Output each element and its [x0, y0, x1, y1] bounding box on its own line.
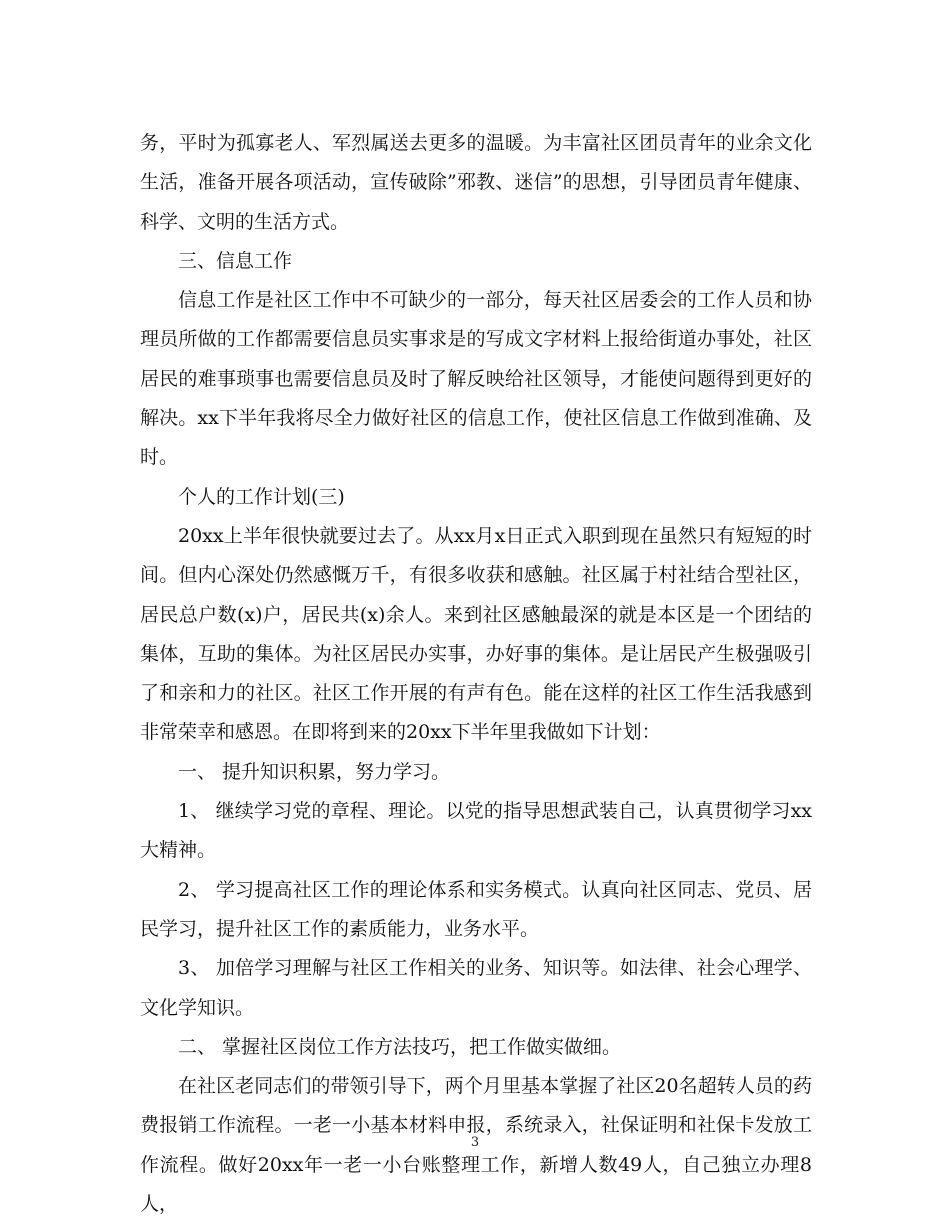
- paragraph-11: 在社区老同志们的带领引导下，两个月里基本掌握了社区20名超转人员的药费报销工作流程。一老一小基本材料申报，系统录入，社保证明和社保卡发放工作流程。做好20xx年一老一小台账整理工作，新增人数49人，自己独立办理8人，: [140, 1075, 812, 1216]
- list-heading-1: 一、 提升知识积累，努力学习。: [178, 760, 451, 783]
- list-item-3: 3、 加倍学习理解与社区工作相关的业务、知识等。如法律、社会心理学、文化学知识。: [140, 957, 812, 1019]
- document-body: [140, 124, 812, 1224]
- section-heading-information-work: 三、信息工作: [178, 249, 293, 272]
- paragraph-5: 20xx上半年很快就要过去了。从xx月x日正式入职到现在虽然只有短短的时间。但内心深处仍然感慨万千，有很多收获和感触。社区属于村社结合型社区，居民总户数(x)户，居民共(x)余人。来到社区感触最深的就是本区是一个团结的集体，互助的集体。为社区居民办实事，办好事的集体。是让居民产生极强吸引了和亲和力的社区。社区工作开展的有声有色。能在这样的社区工作生活我感到非常荣幸和感恩。在即将到来的20xx下半年里我做如下计划：: [140, 524, 812, 744]
- list-item-1: 1、 继续学习党的章程、理论。以党的指导思想武装自己，认真贯彻学习xx大精神。: [140, 800, 812, 862]
- section-heading-work-plan-3: 个人的工作计划(三): [178, 485, 345, 508]
- paragraph-3: 信息工作是社区工作中不可缺少的一部分，每天社区居委会的工作人员和协理员所做的工作都需要信息员实事求是的写成文字材料上报给街道办事处，社区居民的难事琐事也需要信息员及时了解反映给社区领导，才能使问题得到更好的解决。xx下半年我将尽全力做好社区的信息工作，使社区信息工作做到准确、及时。: [140, 289, 812, 469]
- page-number: 3: [470, 1135, 480, 1150]
- list-heading-2: 二、 掌握社区岗位工作方法技巧，把工作做实做细。: [178, 1035, 622, 1058]
- paragraph-1: 务，平时为孤寡老人、军烈属送去更多的温暖。为丰富社区团员青年的业余文化生活，准备开展各项活动，宣传破除”邪教、迷信”的思想，引导团员青年健康、科学、文明的生活方式。: [140, 132, 812, 233]
- list-item-2: 2、 学习提高社区工作的理论体系和实务模式。认真向社区同志、党员、居民学习，提升社区工作的素质能力，业务水平。: [140, 878, 812, 940]
